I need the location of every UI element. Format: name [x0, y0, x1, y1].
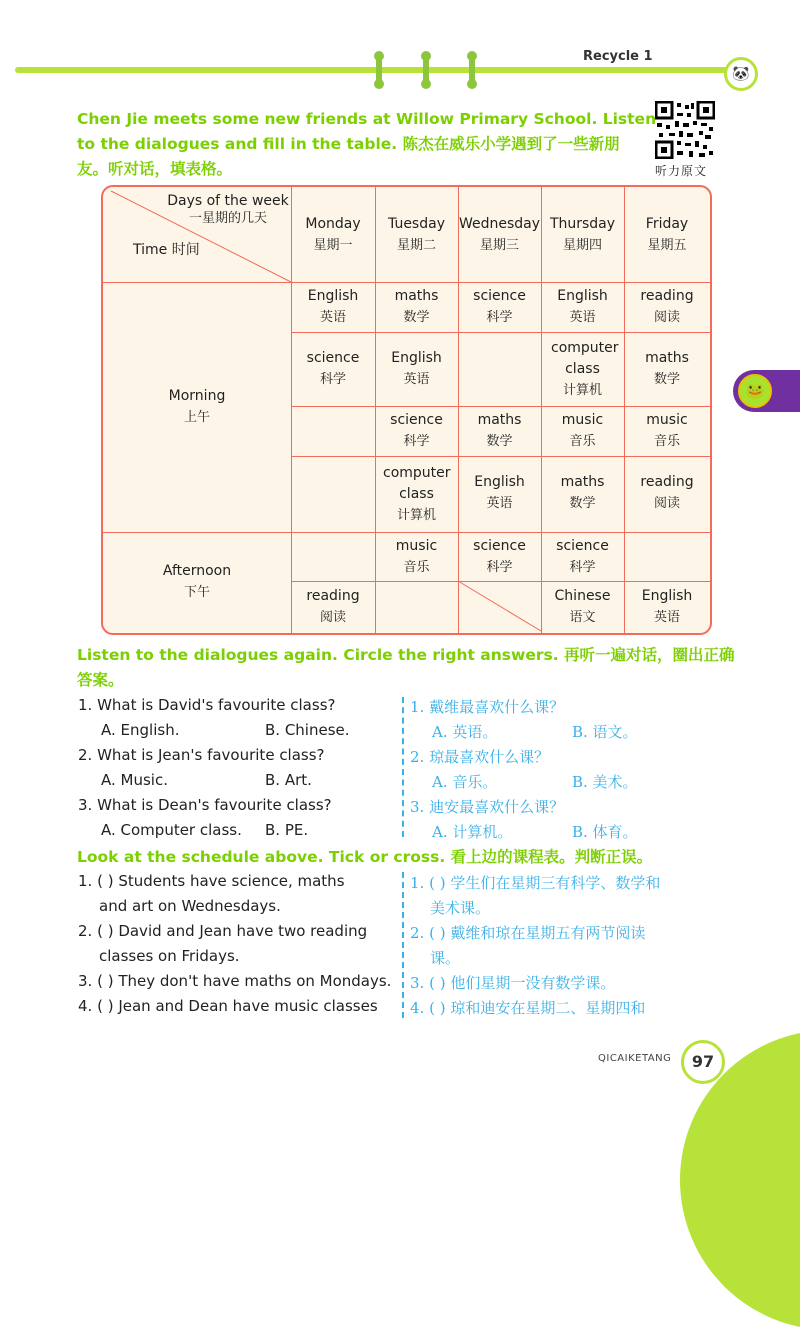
- corner-days-en: Days of the week: [167, 193, 289, 209]
- option-a-zh[interactable]: A. 英语。: [432, 723, 498, 741]
- binder-peg-icon: [423, 54, 429, 86]
- task2-instruction-zh: 再听一遍对话，圈出正确: [564, 646, 735, 664]
- schedule-cell[interactable]: science 科学: [556, 538, 609, 575]
- schedule-cell[interactable]: science 科学: [390, 412, 443, 449]
- day-header-wednesday: Wednesday 星期三: [458, 216, 541, 253]
- task2-instruction-line2: 答案。: [77, 671, 124, 689]
- schedule-cell[interactable]: English 英语: [307, 288, 359, 325]
- period-afternoon: Afternoon 下午: [162, 563, 232, 600]
- schedule-cell[interactable]: computer class 计算机: [551, 340, 619, 398]
- schedule-cell[interactable]: science 科学: [473, 538, 526, 575]
- question-2-zh: 2. 琼最喜欢什么课？: [410, 748, 550, 766]
- task1-instruction-zh: 陈杰在威乐小学遇到了一些新朋: [402, 135, 620, 153]
- tick-item-2-zh-cont: 课。: [430, 949, 461, 967]
- tick-item-1-zh[interactable]: 1. ( ) 学生们在星期三有科学、数学和: [410, 874, 661, 892]
- schedule-cell[interactable]: reading 阅读: [640, 474, 694, 511]
- schedule-cell[interactable]: reading 阅读: [640, 288, 694, 325]
- schedule-cell[interactable]: maths 数学: [645, 350, 689, 387]
- mascot-icon: 🐼: [724, 57, 758, 91]
- question-3: 3. What is Dean's favourite class?: [78, 796, 332, 814]
- task1-instruction-line3: 友。听对话，填表格。: [77, 160, 233, 178]
- binder-peg-icon: [376, 54, 382, 86]
- corner-days-zh: 一星期的几天: [188, 211, 267, 226]
- schedule-table: [101, 185, 712, 635]
- schedule-cell[interactable]: science 科学: [473, 288, 526, 325]
- option-a[interactable]: A. English.: [101, 721, 180, 739]
- task3-instruction: [77, 845, 652, 870]
- option-b-zh[interactable]: B. 语文。: [572, 723, 638, 741]
- task3-instruction-en: Look at the schedule above. Tick or cross.: [77, 848, 446, 866]
- schedule-cell[interactable]: English 英语: [391, 350, 442, 387]
- question-2: 2. What is Jean's favourite class?: [78, 746, 325, 764]
- section-title: Recycle 1: [583, 49, 653, 64]
- question-1: 1. What is David's favourite class?: [78, 696, 336, 714]
- header-rule: [15, 67, 730, 73]
- schedule-cell[interactable]: music 音乐: [395, 538, 438, 575]
- frog-icon: 🐸: [738, 374, 772, 408]
- tick-item-2-zh[interactable]: 2. ( ) 戴维和琼在星期五有两节阅读: [410, 924, 646, 942]
- divider-dashed: [402, 872, 404, 1018]
- corner-time-label: Time 时间: [133, 242, 200, 258]
- option-a-zh[interactable]: A. 音乐。: [432, 773, 498, 791]
- period-morning: Morning 上午: [168, 388, 226, 425]
- task3-instruction-zh: 看上边的课程表。判断正误。: [450, 848, 653, 866]
- task2-instruction-en: Listen to the dialogues again. Circle the right answers.: [77, 646, 559, 664]
- schedule-cell[interactable]: maths 数学: [477, 412, 522, 449]
- tick-item-4-zh[interactable]: 4. ( ) 琼和迪安在星期二、星期四和: [410, 999, 646, 1017]
- schedule-cell[interactable]: English 英语: [641, 588, 693, 625]
- qr-caption: 听力原文: [655, 164, 708, 178]
- qr-code-icon[interactable]: [655, 101, 715, 159]
- tick-item-2-cont: classes on Fridays.: [99, 947, 240, 965]
- schedule-cell[interactable]: English 英语: [474, 474, 525, 511]
- schedule-cell[interactable]: maths 数学: [394, 288, 439, 325]
- schedule-cell[interactable]: music 音乐: [646, 412, 688, 449]
- schedule-cell[interactable]: science 科学: [306, 350, 360, 387]
- question-3-zh: 3. 迪安最喜欢什么课？: [410, 798, 565, 816]
- option-a[interactable]: A. Music.: [101, 771, 168, 789]
- tick-item-1-zh-cont: 美术课。: [430, 899, 491, 917]
- tick-item-3-zh[interactable]: 3. ( ) 他们星期一没有数学课。: [410, 974, 616, 992]
- schedule-cell[interactable]: maths 数学: [560, 474, 605, 511]
- option-b-zh[interactable]: B. 美术。: [572, 773, 638, 791]
- tick-item-1-cont: and art on Wednesdays.: [99, 897, 281, 915]
- question-1-zh: 1. 戴维最喜欢什么课？: [410, 698, 565, 716]
- schedule-cell[interactable]: English 英语: [557, 288, 608, 325]
- page-number: 97: [681, 1040, 725, 1084]
- schedule-cell[interactable]: computer class 计算机: [383, 465, 451, 523]
- tick-item-2[interactable]: 2. ( ) David and Jean have two reading: [78, 922, 368, 940]
- task1-instruction-line2: [77, 132, 620, 157]
- task1-instruction-line1: Chen Jie meets some new friends at Willow Primary School. Listen: [77, 110, 657, 128]
- option-b[interactable]: B. Chinese.: [265, 721, 350, 739]
- schedule-cell[interactable]: music 音乐: [561, 412, 604, 449]
- option-b[interactable]: B. PE.: [265, 821, 309, 839]
- option-b[interactable]: B. Art.: [265, 771, 312, 789]
- schedule-cell[interactable]: reading 阅读: [306, 588, 360, 625]
- option-a-zh[interactable]: A. 计算机。: [432, 823, 513, 841]
- task1-instruction-en: to the dialogues and fill in the table.: [77, 135, 398, 153]
- corner-days-label: [163, 193, 293, 227]
- day-header-friday: Friday 星期五: [645, 216, 689, 253]
- tick-item-4[interactable]: 4. ( ) Jean and Dean have music classes: [78, 997, 378, 1015]
- divider-dashed: [402, 697, 404, 837]
- tick-item-3[interactable]: 3. ( ) They don't have maths on Mondays.: [78, 972, 392, 990]
- day-header-tuesday: Tuesday 星期二: [388, 216, 445, 253]
- binder-peg-icon: [469, 54, 475, 86]
- option-a[interactable]: A. Computer class.: [101, 821, 242, 839]
- tick-item-1[interactable]: 1. ( ) Students have science, maths: [78, 872, 345, 890]
- day-header-thursday: Thursday 星期四: [549, 216, 616, 253]
- task2-instruction-line1: [77, 643, 735, 668]
- option-b-zh[interactable]: B. 体育。: [572, 823, 638, 841]
- publisher-label: QICAIKETANG: [598, 1053, 672, 1064]
- day-header-monday: Monday 星期一: [305, 216, 361, 253]
- schedule-cell[interactable]: Chinese 语文: [554, 588, 611, 625]
